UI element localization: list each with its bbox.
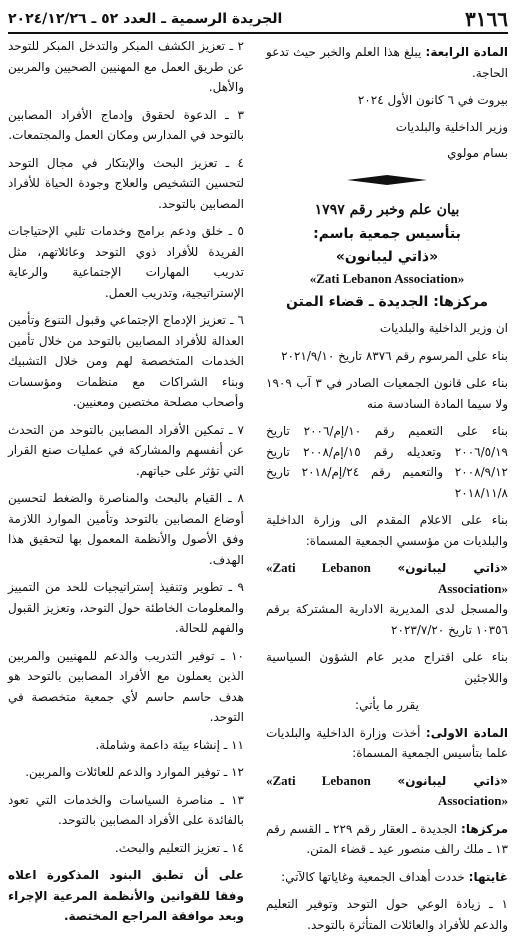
article-4-label: المادة الرابعة: — [425, 45, 508, 59]
goal-item: ١٠ ـ توفير التدريب والدعم للمهنيين والمربين الذين يعملون مع الأفراد المصابين بالتوحد هو هدف حاسم حاسم لأي جمعية متخصصة في التوحد. — [8, 648, 244, 724]
left-column — [8, 36, 244, 934]
headquarters-label: مركزها: — [461, 821, 508, 836]
goals-label: غايتها: — [468, 869, 508, 884]
article-1-name-en: «Zati Lebanon Association» — [266, 772, 508, 808]
association-hq: مركزها: الجديدة ـ قضاء المتن — [285, 293, 489, 310]
announcement-title: بيان علم وخبر رقم ١٧٩٧ — [314, 201, 460, 218]
page-header — [8, 6, 508, 34]
right-column — [266, 42, 508, 942]
goal-item: ٢ ـ تعزيز الكشف المبكر والتدخل المبكر للتوحد عن طريق العمل مع المهنيين الصحيين والمربين والأهل. — [8, 39, 244, 94]
proposal-reference: بناء على اقتراح مدير عام الشؤون السياسية واللاجئين — [266, 650, 508, 685]
goal-item: ٣ ـ الدعوة لحقوق وإدماج الأفراد المصابين بالتوحد في المدارس ومكان العمل والمجتمعات. — [8, 107, 244, 142]
gazette-title: الجريدة الرسمية ـ العدد ٥٢ ـ ٢٠٢٤/١٢/٢٦ — [8, 11, 283, 27]
article-1-name — [266, 771, 508, 812]
article-4-text: يبلغ هذا العلم والخبر حيث تدعو الحاجة. — [266, 45, 508, 80]
article-1 — [266, 723, 508, 764]
section-divider — [347, 174, 427, 186]
circular-reference: بناء على التعميم رقم ١٠/إم/٢٠٠٦ تاريخ ٢٠٠٦/٥/١٩ وتعديله رقم ١٥/إم/٢٠٠٨ تاريخ ٢٠٠٨/٩/١٢ والتعميم رقم ٢٤/إم/٢٠١٨ تاريخ ٢٠١٨/١١/٨ — [266, 424, 508, 500]
law-reference: بناء على قانون الجمعيات الصادر في ٣ آب ١٩٠٩ ولا سيما المادة السادسة منه — [266, 376, 508, 411]
article-1-label: المادة الاولى: — [425, 725, 508, 740]
article-4 — [266, 42, 508, 83]
goals-text: خددت أهداف الجمعية وغاياتها كالآتي: — [281, 869, 469, 884]
article-1-name-ar: «ذاتي ليبانون» — [397, 773, 508, 788]
place-date: بيروت في ٦ كانون الأول ٢٠٢٤ — [357, 93, 508, 107]
goal-item: ٤ ـ تعزيز البحث والإبتكار في مجال التوحد لتحسين التشخيص والعلاج وجودة الحياة للأفراد المصابين بالتوحد. — [8, 155, 244, 211]
notice-name-en: «Zati Lebanon Association» — [266, 560, 508, 596]
association-name-ar: «ذاتي ليبانون» — [335, 248, 439, 265]
notice-reference: بناء على الاعلام المقدم الى وزارة الداخلية والبلديات من مؤسسي الجمعية المسماة: — [266, 513, 508, 548]
announcement-subtitle: بتأسيس جمعية باسم: — [313, 226, 461, 242]
notice-name-ar: «ذاتي ليبانون» — [397, 561, 508, 575]
page-number: ٣١٦٦ — [465, 7, 508, 31]
goals-intro — [266, 867, 508, 888]
minister-intro: ان وزير الداخلية والبلديات — [379, 321, 508, 335]
headquarters-text: الجديدة ـ العقار رقم ٢٢٩ ـ القسم رقم ١٣ ـ ملك رالف منصور عيد ـ قضاء المتن. — [266, 821, 508, 856]
signature-block — [266, 90, 508, 164]
goal-item: ١٤ ـ تعزيز التعليم والبحث. — [114, 840, 244, 855]
closing-statement: على أن تطبق البنود المذكورة اعلاه وفقا للقوانين والأنظمة المرعية الإجراء وبعد موافقة المراجع المختصة. — [8, 868, 244, 923]
notice-name — [266, 558, 508, 599]
minister-title: وزير الداخلية والبلديات — [395, 119, 508, 134]
goal-item: ١١ ـ إنشاء بيئة داعمة وشاملة. — [95, 737, 244, 752]
goal-item: ٦ ـ تعزيز الإدماج الإجتماعي وقبول التنوع وتأمين العدالة للأفراد المصابين بالتوحد من خلال تأمين الخدمات المتخصصة لهم ومن خلال التشبيك وبناء الشراكات مع منظمات ومؤسسات وأصحاب مصلحة مختصين ومعنيين. — [8, 313, 244, 409]
decides-heading: يقرر ما يأتي: — [355, 698, 419, 712]
goal-item: ٩ ـ تطوير وتنفيذ إستراتيجيات للحد من التمييز والمعلومات الخاطئة حول التوحد، وتعزيز القبول والفهم للحالة. — [8, 580, 244, 635]
article-1-text: أخذت وزارة الداخلية والبلديات علما بتأسيس الجمعية المسماة: — [266, 725, 508, 760]
goal-item: ٥ ـ خلق ودعم برامج وخدمات تلبي الإحتياجات الفريدة للأفراد ذوي التوحد وعائلاتهم، مثل تدريب المهارات الإجتماعية والرعاية الإستراتيجية، وتدريب العمل. — [8, 224, 244, 300]
goal-item: ١٢ ـ توفير الموارد والدعم للعائلات والمربين. — [25, 765, 244, 779]
decree-reference: بناء على المرسوم رقم ٨٣٧٦ تاريخ ٢٠٢١/٩/١٠ — [281, 348, 508, 363]
register-reference: والمسجل لدى المديرية الادارية المشتركة برقم ١٠٣٥٦ تاريخ ٢٠٢٣/٧/٢٠ — [266, 602, 508, 637]
minister-name: بسام مولوي — [447, 146, 508, 160]
goal-item: ١ ـ زيادة الوعي حول التوحد وتوفير التعليم والدعم للأفراد والعائلات المتأثرة بالتوحد. — [266, 897, 508, 932]
goal-item: ١٣ ـ مناصرة السياسات والخدمات التي تعود بالفائدة على الأفراد المصابين بالتوحد. — [8, 792, 244, 827]
headquarters — [266, 819, 508, 860]
goal-item: ٨ ـ القيام بالبحث والمناصرة والضغط لتحسين أوضاع المصابين بالتوحد وتأمين الموارد اللازمة وفق الأصول والأنظمة المعمول بها لتحقيق هذا الهدف. — [8, 491, 244, 567]
association-name-en: «Zati Lebanon Association» — [309, 271, 465, 286]
goal-item: ٧ ـ تمكين الأفراد المصابين بالتوحد من التحدث عن أنفسهم والمشاركة في عمليات صنع القرار التي تؤثر على حياتهم. — [8, 422, 244, 478]
